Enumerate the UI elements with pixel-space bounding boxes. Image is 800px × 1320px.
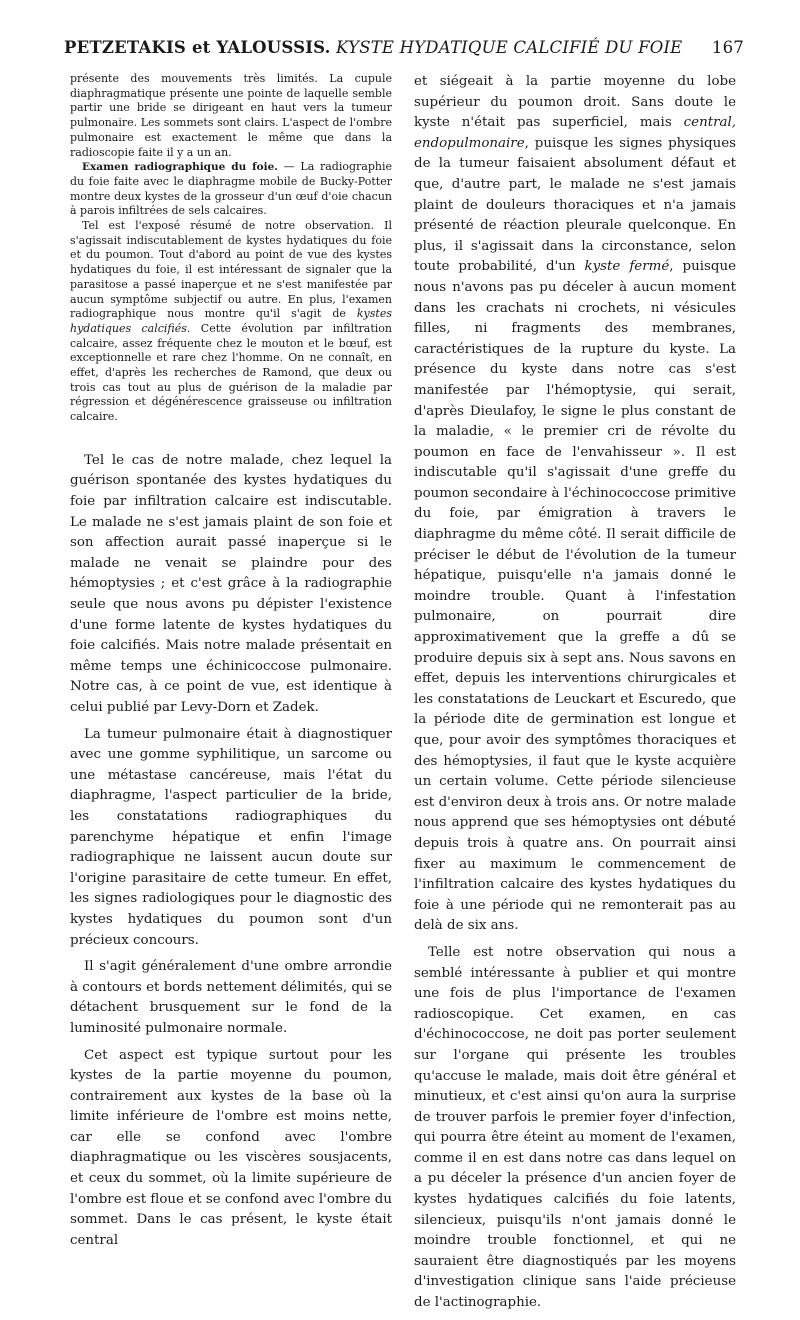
paragraph: La tumeur pulmonaire était à diagnostiquer avec une gomme syphilitique, un sarcome ou une métastase cancéreuse, mais l'état du diaphragme, l'aspect particulier de la bride, les constatations radiographiques du parenchyme hépatique et enfin l'image radiographique ne laissent aucun doute sur l'origine parasitaire de cette tumeur. En effet, les signes radiologiques pour le diagnostic des kystes hydatiques du poumon sont d'un précieux concours. [70,726,392,948]
paragraph: Telle est notre observation qui nous a semblé intéressante à publier et qui montre une fois de plus l'importance de l'examen radioscopique. Cet examen, en cas d'échinococcose, ne doit pas porter seulement sur l'organe qui présente les troubles qu'accuse le malade, mais doit être général et minutieux, et c'est ainsi qu'on aura la surprise de trouver parfois le premier foyer d'infection, qui pourra être éteint au moment de l'examen, comme il en est dans notre cas dans lequel on a pu déceler la présence d'un ancien foyer de kystes hydatiques calcifiés du foie latents, silencieux, puisqu'ils n'ont jamais donné le moindre trouble fonctionnel, et qui ne sauraient être diagnostiqués par les moyens d'investigation clinique sans l'aide précieuse de l'actinographie. [414,944,736,1311]
subheading: Examen radiographique du foie. [82,161,278,174]
small-print-block [70,72,392,425]
paragraph-text: — La radiographie du foie faite avec le diaphragme mobile de Bucky-Potter montre deux kystes de la grosseur d'un œuf d'oie chacun à parois infiltrées de sels calcaires. [70,160,392,218]
paragraph-text: , puisque nous n'avons pas pu déceler à aucun moment dans les crachats ni crochets, ni vésicules filles, ni fragments des membranes, caractéristiques de la rupture du kyste. La présence du kyste dans notre cas s'est manifestée par l'hémoptysie, qui serait, d'après Dieulafoy, le signe le plus constant de la maladie, « le premier cri de révolte du poumon en face de l'envahisseur ». Il est indiscutable qu'il s'agissait d'une greffe du poumon secondaire à l'échinococcose primitive du foie, par émigration à travers le diaphragme du même côté. Il serait difficile de préciser le début de l'évolution de la tumeur hépatique, puisqu'elle n'a jamais donné le moindre trouble. Quant à l'infestation pulmonaire, on pourrait dire approximativement que la greffe a dû se produire depuis six à sept ans. Nous savons en effet, depuis les interventions chirurgicales et les constatations de Leuckart et Escuredo, que la période dite de germination est longue et que, pour avoir des symptômes thoraciques et des hémoptysies, il faut que le kyste acquière un certain volume. Cette période silencieuse est d'environ deux à trois ans. Or notre malade nous apprend que ses hémoptysies ont débuté depuis trois à quatre ans. On pourrait ainsi fixer au maximum le commencement de l'infiltration calcaire des kystes hydatiques du foie à une période qui ne remonterait pas au delà de six ans. [414,259,737,934]
paragraph-text: et siégeait à la partie moyenne du lobe supérieur du poumon droit. Sans doute le kyste n'était pas superficiel, mais [414,74,736,131]
left-column [70,72,392,1257]
header-title: KYSTE HYDATIQUE CALCIFIÉ DU FOIE [336,38,683,57]
page-number: 167 [711,38,744,57]
right-column [414,72,736,1320]
emphasis: kystes hydatiques calcifiés [70,307,392,335]
running-header [64,38,744,64]
paragraph [70,160,392,219]
body-text [70,451,392,1252]
paragraph-text: , puisque les signes physiques de la tumeur faisaient absolument défaut et que, d'autre part, le malade ne s'est jamais plaint de douleurs thoraciques et n'a jamais présenté de réaction pleurale quelconque. En plus, il s'agissait dans la circonstance, selon toute probabilité, d'un [414,135,736,275]
header-authors: PETZETAKIS et YALOUSSIS. [64,38,331,57]
paragraph: Il s'agit généralement d'une ombre arrondie à contours et bords nettement délimités, qui se détachent brusquement sur le fond de la luminosité pulmonaire normale. [70,959,392,1036]
emphasis: central, endopulmonaire [414,115,736,151]
paragraph [70,219,392,425]
paragraph: Tel le cas de notre malade, chez lequel la guérison spontanée des kystes hydatiques du foie par infiltration calcaire est indiscutable. Le malade ne s'est jamais plaint de son foie et son affection aurait passé inaperçue si le malade ne venait se plaindre pour des hémoptysies ; et c'est grâce à la radiographie seule que nous avons pu dépister l'existence d'une forme latente de kystes hydatiques du foie calcifiés. Mais notre malade présentait en même temps une échinicoccose pulmonaire. Notre cas, à ce point de vue, est identique à celui publié par Levy-Dorn et Zadek. [70,452,392,715]
paragraph: présente des mouvements très limités. La cupule diaphragmatique présente une pointe de laquelle semble partir une bride se dirigeant en haut vers la tumeur pulmonaire. Les sommets sont clairs. L'aspect de l'ombre pulmonaire est exactement le même que dans la radioscopie faite il y a un an. [70,72,392,159]
emphasis: kyste fermé [584,259,670,275]
paragraph-text: Tel est l'exposé résumé de notre observation. Il s'agissait indiscutablement de kystes hydatiques du foie et du poumon. Tout d'abord au point de vue des kystes hydatiques du foie, il est intéressant de signaler que la parasitose a passé inaperçue et ne s'est manifestée par aucun symptôme subjectif ou autre. En plus, l'examen radiographique nous montre qu'il s'agit de [70,219,392,321]
paragraph [414,72,736,937]
paragraph-text: . Cette évolution par infiltration calcaire, assez fréquente chez le mouton et le bœuf, est exceptionnelle et rare chez l'homme. On ne connaît, en effet, d'après les recherches de Ramond, que deux ou trois cas tout au plus de guérison de la maladie par régression et dégénérescence graisseuse ou infiltration calcaire. [70,321,392,424]
paragraph: Cet aspect est typique surtout pour les kystes de la partie moyenne du poumon, contrairement aux kystes de la base où la limite inférieure de l'ombre est moins nette, car elle se confond avec l'ombre diaphragmatique ou les viscères sousjacents, et ceux du sommet, où la limite supérieure de l'ombre est floue et se confond avec l'ombre du sommet. Dans le cas présent, le kyste était central [70,1047,392,1248]
